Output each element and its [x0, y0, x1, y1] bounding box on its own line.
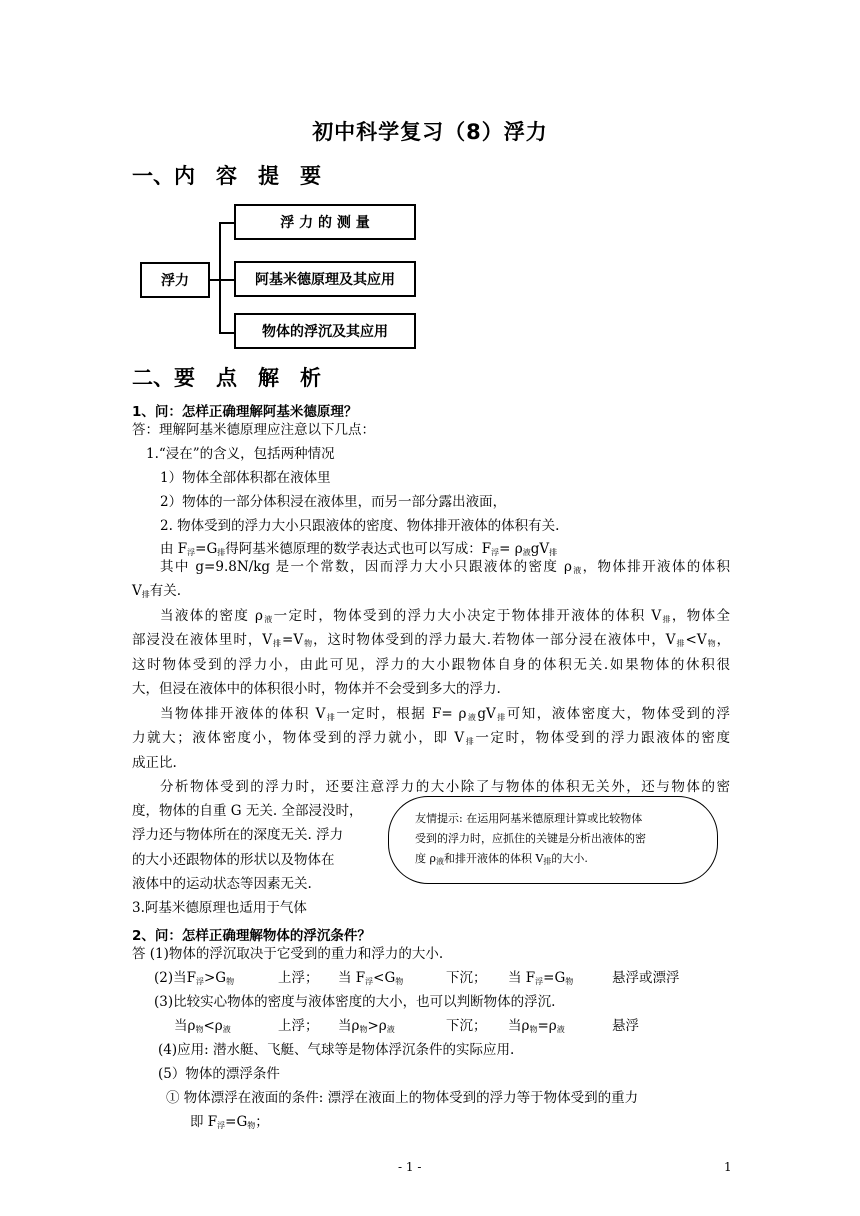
- answer-line: (4)应用: 潜水艇、飞艇、气球等是物体浮沉条件的实际应用.: [158, 1042, 515, 1058]
- tip-line: 友情提示: 在运用阿基米德原理计算或比较物体: [415, 812, 643, 825]
- diagram-branch-line: [219, 332, 234, 334]
- answer-line: (3)比较实心物体的密度与液体密度的大小，也可以判断物体的浮沉.: [154, 994, 556, 1010]
- condition-result: 下沉；: [446, 970, 487, 986]
- diagram-branch-1: 浮 力 的 测 量: [234, 204, 416, 240]
- condition-row-force: (2)当$F_浮>G_物$: [154, 970, 235, 986]
- condition-result: 上浮；: [278, 970, 319, 986]
- text-line: 3.阿基米德原理也适用于气体: [132, 900, 307, 916]
- formula-line: 由 $F_浮=G_排$得阿基米德原理的数学表达式也可以写成：$F_浮= \rho_液gV_排$: [160, 541, 558, 557]
- diagram-branch-3: 物体的浮沉及其应用: [234, 313, 416, 349]
- page-number: 1: [724, 1160, 732, 1174]
- text-line: 当液体的密度 $\rho_液$一定时，物体受到的浮力大小决定于物体排开液体的体积 $V_排$，物体全: [160, 608, 731, 624]
- condition-result: 悬浮: [612, 1018, 639, 1034]
- paragraph-g: [132, 555, 730, 604]
- paragraph-density: [132, 604, 730, 702]
- answer-line: (5）物体的漂浮条件: [158, 1066, 280, 1082]
- condition-item: 当$\rho_物<\rho_液$: [174, 1018, 231, 1034]
- page-footer: - 1 -: [398, 1160, 422, 1174]
- answer-line: ① 物体漂浮在液面的条件: 漂浮在液面上的物体受到的浮力等于物体受到的重力: [166, 1090, 639, 1106]
- answer-line: 答 (1)物体的浮沉取决于它受到的重力和浮力的大小.: [132, 946, 444, 962]
- point-text: 1）物体全部体积都在液体里: [160, 470, 331, 486]
- question-1: 1、问：怎样正确理解阿基米德原理？: [132, 404, 358, 420]
- condition-item: 当$\rho_物=\rho_液$: [508, 1018, 565, 1034]
- text-line: 成正比.: [132, 754, 177, 771]
- diagram-branch-line: [219, 279, 234, 281]
- answer-intro: 答：理解阿基米德原理应注意以下几点：: [132, 422, 375, 438]
- page-title: 初中科学复习（8）浮力: [312, 120, 548, 144]
- section-heading-1: 一、内 容 提 要: [132, 164, 321, 188]
- text-line: 液体中的运动状态等因素无关.: [132, 876, 312, 892]
- text-line: 度，物体的自重 G 无关. 全部浸没时，: [132, 803, 363, 819]
- point-text: 1.“浸在”的含义，包括两种情况: [146, 446, 335, 462]
- diagram-trunk: [219, 222, 221, 334]
- text-line: 部浸没在液体里时，$V_排=V_物$，这时物体受到的浮力最大.若物体一部分浸在液体中，$V_排<V_物$，: [132, 632, 731, 649]
- tip-callout: [388, 796, 718, 884]
- text-line: 分析物体受到的浮力时，还要注意浮力的大小除了与物体的体积无关外，还与物体的密: [160, 779, 730, 795]
- text-line: 浮力还与物体所在的深度无关. 浮力: [132, 827, 344, 843]
- section-heading-2: 二、要 点 解 析: [132, 366, 321, 390]
- diagram-root: 浮力: [140, 262, 210, 298]
- condition-result: 下沉；: [446, 1018, 487, 1034]
- diagram-branch-2: 阿基米德原理及其应用: [234, 261, 416, 297]
- paragraph-volume: [132, 702, 730, 775]
- condition-result: 上浮；: [278, 1018, 319, 1034]
- point-text: 2）物体的一部分体积浸在液体里，而另一部分露出液面，: [160, 494, 507, 510]
- condition-item: 当 $F_浮=G_物$: [508, 970, 574, 986]
- point-text: 2. 物体受到的浮力大小只跟液体的密度、物体排开液体的体积有关.: [160, 518, 560, 534]
- answer-line: 即 $F_浮=G_物$；: [190, 1114, 269, 1130]
- condition-item: 当$\rho_物>\rho_液$: [338, 1018, 395, 1034]
- tip-line: 度 $\rho_液$和排开液体的体积 $V_排$的大小.: [415, 852, 588, 866]
- text-line: 其中 g=9.8N/kg 是一个常数，因而浮力大小只跟液体的密度 $\rho_液$，物体排开液体的体积: [160, 559, 731, 575]
- text-line: 大，但浸在液体中的体积很小时，物体并不会受到多大的浮力.: [132, 681, 501, 698]
- question-2: 2、问：怎样正确理解物体的浮沉条件？: [132, 928, 371, 944]
- text-line: 这时物体受到的浮力小，由此可见，浮力的大小跟物体自身的体积无关.如果物体的休积很: [132, 656, 730, 673]
- diagram-branch-line: [219, 222, 234, 224]
- tip-line: 受到的浮力时，应抓住的关键是分析出液体的密: [415, 832, 646, 845]
- text-line: 的大小还跟物体的形状以及物体在: [132, 852, 335, 868]
- text-line: 力就大；液体密度小，物体受到的浮力就小，即 $V_排$一定时，物体受到的浮力跟液体的密度: [132, 730, 731, 747]
- condition-result: 悬浮或漂浮: [612, 970, 680, 986]
- condition-item: 当 $F_浮<G_物$: [338, 970, 404, 986]
- text-line: 当物体排开液体的体积 $V_排$一定时，根据 $F= \rho_液gV_排$可知，液体密度大，物体受到的浮: [160, 706, 731, 722]
- text-line: $V_排$有关.: [132, 583, 182, 600]
